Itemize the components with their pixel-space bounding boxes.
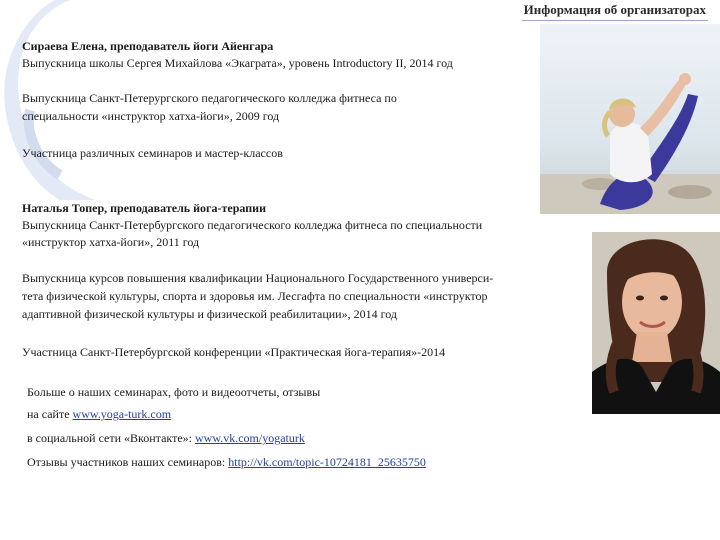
person2-line1b: «инструктор хатха-йоги», 2011 год [22, 235, 200, 249]
person1-line2b: специальности «инструктор хатха-йоги», 2009 год [22, 109, 280, 123]
person2-line1a: Выпускница Санкт-Петербургского педагогического колледжа фитнеса по специальности [22, 218, 483, 232]
person2-name: Наталья Топер, преподаватель йога-терапии [22, 201, 266, 215]
person1-line1: Выпускница школы Сергея Михайлова «Экаграта», уровень Introductory II, 2014 год [22, 56, 453, 70]
person1-line2a: Выпускница Санкт-Петерургского педагогического колледжа фитнеса по [22, 91, 397, 105]
site-line [27, 406, 171, 423]
person2-line2c: адаптивной физической культуры и физической реабилитации», 2014 год [22, 307, 397, 321]
vk-prefix: в социальной сети «Вконтакте»: [27, 431, 195, 445]
person1-name: Сираева Елена, преподаватель йоги Айенгара [22, 39, 274, 53]
site-link[interactable]: www.yoga-turk.com [72, 407, 172, 421]
reviews-link[interactable]: http://vk.com/topic-10724181_25635750 [228, 455, 426, 469]
site-prefix: на сайте [27, 407, 73, 421]
portrait-photo [592, 232, 720, 414]
more-intro: Больше о наших семинарах, фото и видеоотчеты, отзывы [27, 385, 321, 399]
person1-line3: Участница различных семинаров и мастер-классов [22, 146, 283, 160]
page-title: Информация об организаторах [522, 2, 708, 21]
reviews-prefix: Отзывы участников наших семинаров: [27, 455, 229, 469]
reviews-line [27, 454, 426, 471]
person2-line3: Участница Санкт-Петербургской конференции «Практическая йога-терапия»-2014 [22, 345, 446, 359]
yoga-pose-photo [540, 24, 720, 214]
person2-line2a: Выпускница курсов повышения квалификации Национального Государственного универси- [22, 271, 494, 285]
vk-line [27, 430, 305, 447]
person2-line2b: тета физической культуры, спорта и здоровья им. Лесгафта по специальности «инструктор [22, 289, 488, 303]
vk-link[interactable]: www.vk.com/yogaturk [194, 431, 305, 445]
